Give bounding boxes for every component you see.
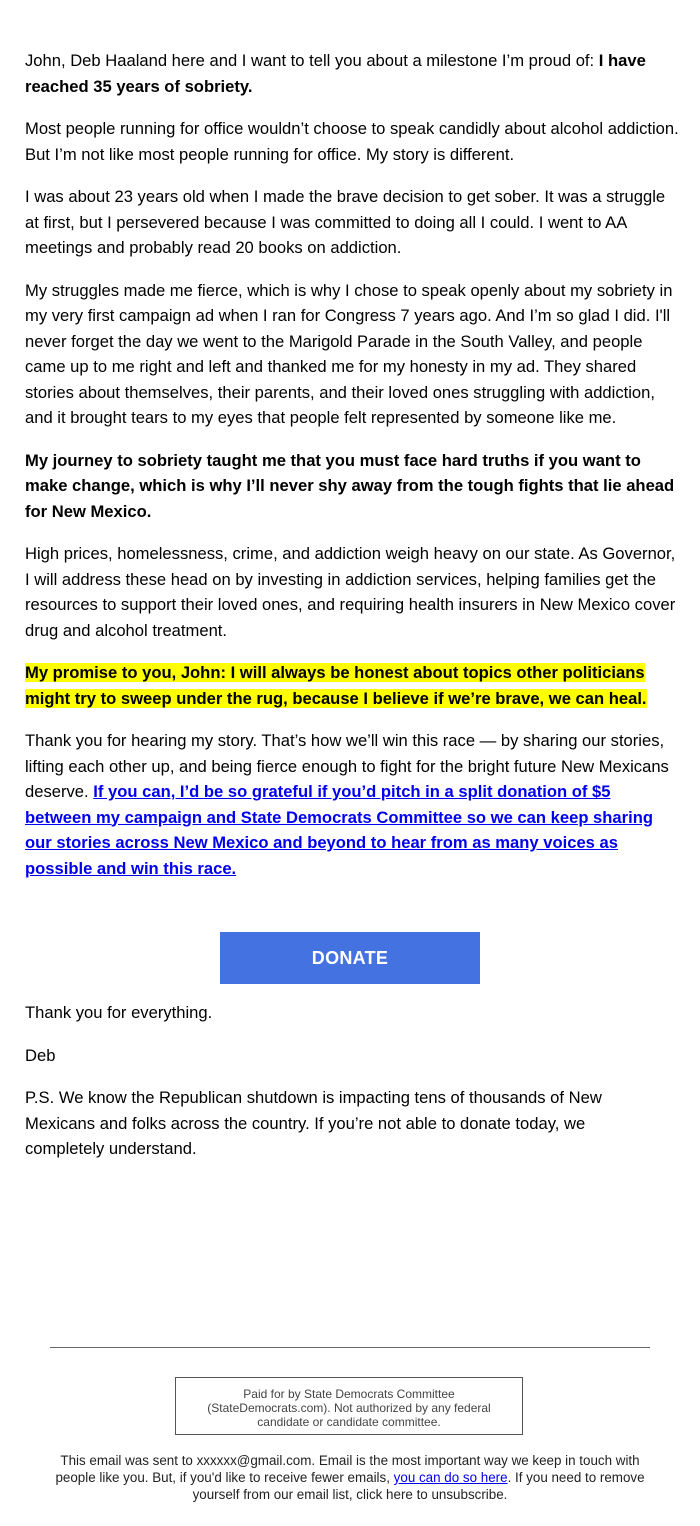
donation-link[interactable]: If you can, I’d be so grateful if you’d pitch in a split donation of $5 between my campaign and State Democrats Committee so we can keep sharing our stories across New Mexico and beyond to hear from as many voices as possible and win this race. xyxy=(25,782,653,878)
donation-ask-lead: Thank you for hearing my story. That’s how we’ll win this race — by sharing our stories, lifting each other up, and being fierce enough to fight for the bright future New Mexicans deserve. xyxy=(25,731,669,801)
paragraph-promise xyxy=(25,660,680,711)
paragraph-hard-truths: My journey to sobriety taught me that you must face hard truths if you want to make change, which is why I’ll never shy away from the tough fights that lie ahead for New Mexico. xyxy=(25,450,675,521)
paragraph-campaign-ad: My struggles made me fierce, which is why I chose to speak openly about my sobriety in my very first campaign ad when I ran for Congress 7 years ago. And I’m so glad I did. I'll never forget the day we went to the Marigold Parade in the South Valley, and people came up to me right and left and thanked me for my honesty in my ad. They shared stories about themselves, their parents, and their loved ones struggling with addiction, and it brought tears to my eyes that people felt represented by someone like me. xyxy=(25,280,673,427)
closing-section xyxy=(25,1000,665,1179)
signature: Deb xyxy=(25,1045,56,1065)
paragraph-governor-plans: High prices, homelessness, crime, and addiction weigh heavy on our state. As Governor, I will address these head on by investing in addiction services, helping families get the resources to support their loved ones, and requiring health insurers in New Mexico cover drug and alcohol treatment. xyxy=(25,544,676,640)
promise-highlight: My promise to you, John: I will always be honest about topics other politicians might try to sweep under the rug, because I believe if we’re brave, we can heal. xyxy=(25,663,647,708)
footer-sent-prefix: This email was sent to xyxy=(60,1453,197,1468)
paragraph-donation-ask xyxy=(25,728,680,881)
paid-for-disclaimer: Paid for by State Democrats Committee (StateDemocrats.com). Not authorized by any federal candidate or candidate committee. xyxy=(175,1377,523,1435)
paragraph-milestone xyxy=(25,48,680,99)
paragraph-candid: Most people running for office wouldn’t choose to speak candidly about alcohol addiction. But I’m not like most people running for office. My story is different. xyxy=(25,119,679,164)
postscript: P.S. We know the Republican shutdown is impacting tens of thousands of New Mexicans and folks across the country. If you’re not able to donate today, we completely understand. xyxy=(25,1088,602,1158)
donate-button-container xyxy=(220,932,480,984)
footer-email: xxxxxx@gmail.com xyxy=(196,1453,312,1468)
footer-divider xyxy=(50,1347,650,1348)
email-content xyxy=(25,48,680,898)
milestone-lead: John, Deb Haaland here and I want to tell you about a milestone I’m proud of: xyxy=(25,51,599,70)
donate-button[interactable]: DONATE xyxy=(220,932,480,984)
fewer-emails-link[interactable]: you can do so here xyxy=(393,1470,508,1485)
milestone-bold: I have reached 35 years of sobriety. xyxy=(25,51,646,96)
closing-thanks: Thank you for everything. xyxy=(25,1003,213,1022)
footer-text xyxy=(40,1452,660,1503)
footer-end: . If you need to remove yourself from our email list, click here to unsubscribe. xyxy=(192,1470,645,1502)
footer-middle: . Email is the most important way we keep in touch with people like you. But, if you'd like to receive fewer emails, xyxy=(55,1453,640,1485)
paragraph-sober-decision: I was about 23 years old when I made the brave decision to get sober. It was a struggle at first, but I persevered because I was committed to doing all I could. I went to AA meetings and probably read 20 books on addiction. xyxy=(25,187,666,257)
